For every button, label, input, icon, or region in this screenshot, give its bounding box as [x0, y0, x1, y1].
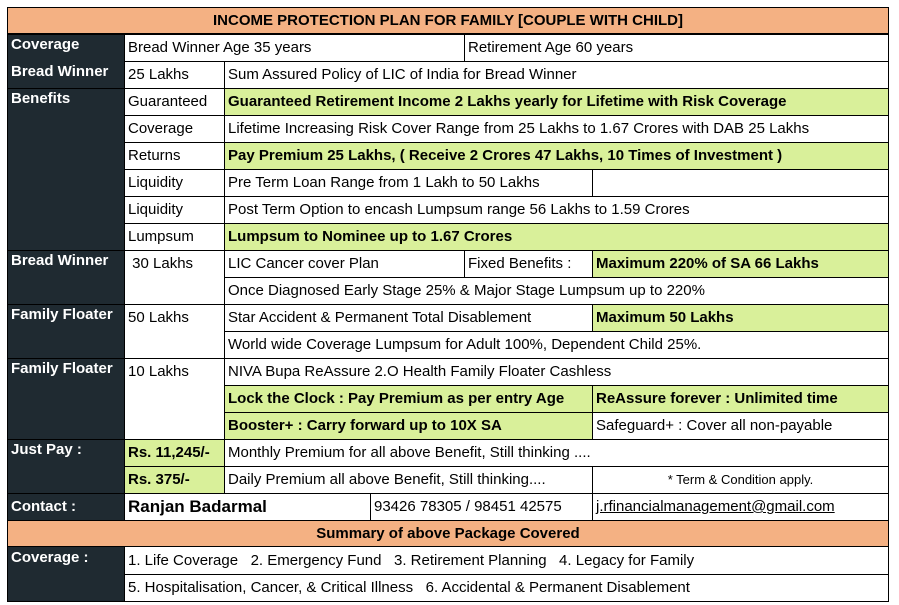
benefit-key: Liquidity: [128, 201, 184, 218]
contact-phone[interactable]: 93426 78305 / 98451 42575: [374, 498, 562, 515]
health-cover-amount: 10 Lakhs: [128, 363, 189, 380]
cancer-plan-name: LIC Cancer cover Plan: [228, 255, 379, 272]
summary-title: Summary of above Package Covered: [7, 520, 889, 547]
coverage-summary-label: Coverage :: [7, 547, 124, 601]
cancer-cover-amount: 30 Lakhs: [128, 255, 194, 272]
terms-note: * Term & Condition apply.: [667, 472, 814, 487]
contact-label: Contact :: [7, 493, 124, 520]
coverage-summary-line-1: 1. Life Coverage 2. Emergency Fund 3. Retirement Planning 4. Legacy for Family: [128, 552, 695, 569]
benefit-text: Post Term Option to encash Lumpsum range 56 Lakhs to 1.59 Crores: [228, 201, 690, 218]
monthly-premium-amount: Rs. 11,245/-: [124, 439, 224, 466]
coverage-label: Coverage: [7, 34, 124, 61]
benefits-label: Benefits: [7, 88, 124, 250]
bread-winner-cancer-label: Bread Winner: [7, 250, 124, 304]
sum-assured-amount: 25 Lakhs: [128, 66, 189, 83]
fixed-benefits-value: Maximum 220% of SA 66 Lakhs: [592, 250, 889, 277]
bread-winner-label: Bread Winner: [7, 61, 124, 88]
fixed-benefits-label: Fixed Benefits :: [468, 255, 572, 272]
contact-name: Ranjan Badarmal: [128, 496, 267, 516]
benefit-text: Pay Premium 25 Lakhs, ( Receive 2 Crores 47 Lakhs, 10 Times of Investment ): [224, 142, 889, 169]
benefit-text: Lifetime Increasing Risk Cover Range from 25 Lakhs to 1.67 Crores with DAB 25 Lakhs: [228, 120, 810, 137]
benefit-key: Coverage: [128, 120, 194, 137]
benefit-text: Guaranteed Retirement Income 2 Lakhs yearly for Lifetime with Risk Coverage: [224, 88, 889, 115]
family-floater-health-label: Family Floater: [7, 358, 124, 439]
benefit-text: Pre Term Loan Range from 1 Lakh to 50 Lakhs: [228, 174, 540, 191]
lock-the-clock: Lock the Clock : Pay Premium as per entry Age: [224, 385, 592, 412]
bread-winner-age: Bread Winner Age 35 years: [128, 39, 312, 56]
benefit-text: Lumpsum to Nominee up to 1.67 Crores: [224, 223, 889, 250]
monthly-premium-text: Monthly Premium for all above Benefit, Still thinking ....: [228, 444, 591, 461]
family-floater-accident-label: Family Floater: [7, 304, 124, 358]
just-pay-label: Just Pay :: [7, 439, 124, 493]
page-title: INCOME PROTECTION PLAN FOR FAMILY [COUPLE WITH CHILD]: [7, 7, 889, 34]
health-plan-name: NIVA Bupa ReAssure 2.O Health Family Floater Cashless: [228, 363, 612, 380]
benefit-key: Lumpsum: [128, 228, 194, 245]
retirement-age: Retirement Age 60 years: [468, 39, 634, 56]
cancer-cover-desc: Once Diagnosed Early Stage 25% & Major Stage Lumpsum up to 220%: [228, 282, 705, 299]
sum-assured-desc: Sum Assured Policy of LIC of India for Bread Winner: [228, 66, 577, 83]
booster-plus: Booster+ : Carry forward up to 10X SA: [224, 412, 592, 439]
coverage-summary-line-2: 5. Hospitalisation, Cancer, & Critical Illness 6. Accidental & Permanent Disablement: [128, 579, 690, 596]
contact-email[interactable]: j.rfinancialmanagement@gmail.com: [596, 498, 835, 515]
reassure-forever: ReAssure forever : Unlimited time: [592, 385, 889, 412]
daily-premium-text: Daily Premium all above Benefit, Still thinking....: [228, 471, 546, 488]
benefit-key: Liquidity: [128, 174, 184, 191]
accident-cover-amount: 50 Lakhs: [128, 309, 189, 326]
daily-premium-amount: Rs. 375/-: [124, 466, 224, 493]
benefit-key: Guaranteed: [128, 93, 208, 110]
safeguard-plus: Safeguard+ : Cover all non-payable: [596, 417, 833, 434]
accident-plan-name: Star Accident & Permanent Total Disablement: [228, 309, 532, 326]
accident-max-value: Maximum 50 Lakhs: [592, 304, 889, 331]
accident-cover-desc: World wide Coverage Lumpsum for Adult 100%, Dependent Child 25%.: [228, 336, 702, 353]
benefit-key: Returns: [128, 147, 181, 164]
